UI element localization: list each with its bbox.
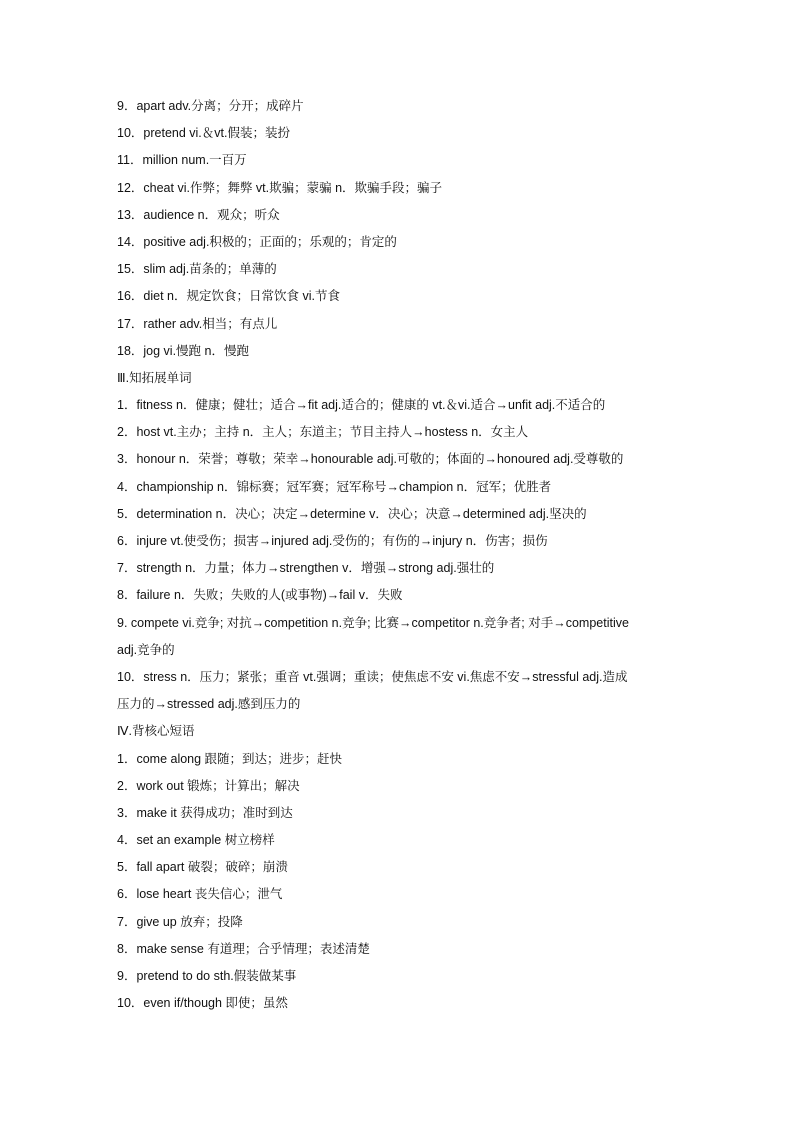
vocab-item: 18．jog vi.慢跑 n．慢跑 <box>117 343 249 358</box>
section-heading-core-phrases: Ⅳ.背核心短语 <box>117 724 195 739</box>
extended-word-item: 1．fitness n．健康；健壮；适合→fit adj.适合的；健康的 vt.＆vi.适合→unfit adj.不适合的 <box>117 398 606 413</box>
extended-word-item: 6．injure vt.使受伤；损害→injured adj.受伤的；有伤的→injury n．伤害；损伤 <box>117 534 548 548</box>
extended-word-item-line2: adj.竞争的 <box>117 642 175 657</box>
vocab-item: 13．audience n．观众；听众 <box>117 207 280 222</box>
vocab-item: 16．diet n．规定饮食；日常饮食 vi.节食 <box>117 289 340 304</box>
extended-word-item-line1: 10．stress n．压力；紧张；重音 vt.强调；重读；使焦虑不安 vi.焦虑不安→stressful adj.造成 <box>117 669 628 684</box>
extended-word-item: 3．honour n．荣誉；尊敬；荣幸→honourable adj.可敬的；体面的→honoured adj.受尊敬的 <box>117 452 624 467</box>
extended-word-item: 4．championship n．锦标赛；冠军赛；冠军称号→champion n．冠军；优胜者 <box>117 479 552 494</box>
phrase-item: 2．work out 锻炼；计算出；解决 <box>117 778 300 793</box>
phrase-item: 9．pretend to do sth.假装做某事 <box>117 969 297 983</box>
section-heading-extended-words: Ⅲ.知拓展单词 <box>117 370 192 385</box>
phrase-item: 6．lose heart 丧失信心；泄气 <box>117 887 283 902</box>
phrase-item: 10．even if/though 即使；虽然 <box>117 996 288 1011</box>
extended-word-item: 5．determination n．决心；决定→determine v．决心；决意→determined adj.坚决的 <box>117 506 587 521</box>
vocab-item: 9．apart adv.分离；分开；成碎片 <box>117 99 304 113</box>
vocab-item: 10．pretend vi.＆vt.假装；装扮 <box>117 126 290 141</box>
phrase-item: 4．set an example 树立榜样 <box>117 833 275 848</box>
phrase-item: 7．give up 放弃；投降 <box>117 914 243 929</box>
extended-word-item-line1: 9. compete vi.竞争; 对抗→competition n.竞争; 比赛→competitor n.竞争者; 对手→competitive <box>117 615 629 630</box>
extended-word-item: 7．strength n．力量；体力→strengthen v．增强→strong adj.强壮的 <box>117 561 495 576</box>
vocab-item: 14．positive adj.积极的；正面的；乐观的；肯定的 <box>117 234 397 249</box>
phrase-item: 8．make sense 有道理；合乎情理；表述清楚 <box>117 941 370 956</box>
extended-word-item: 8．failure n．失败；失败的人(或事物)→fail v．失败 <box>117 588 403 603</box>
extended-word-item-line2: 压力的→stressed adj.感到压力的 <box>117 697 301 712</box>
phrase-item: 1．come along 跟随；到达；进步；赶快 <box>117 751 343 766</box>
phrase-item: 5．fall apart 破裂；破碎；崩溃 <box>117 860 288 875</box>
extended-word-item: 2．host vt.主办；主持 n．主人；东道主；节目主持人→hostess n．女主人 <box>117 425 529 440</box>
document-content <box>117 93 682 1017</box>
vocab-item: 11．million num.一百万 <box>117 153 247 168</box>
vocab-item: 17．rather adv.相当；有点儿 <box>117 316 278 331</box>
phrase-item: 3．make it 获得成功；准时到达 <box>117 805 293 820</box>
vocab-item: 12．cheat vi.作弊；舞弊 vt.欺骗；蒙骗 n．欺骗手段；骗子 <box>117 180 443 195</box>
vocab-item: 15．slim adj.苗条的；单薄的 <box>117 262 277 277</box>
